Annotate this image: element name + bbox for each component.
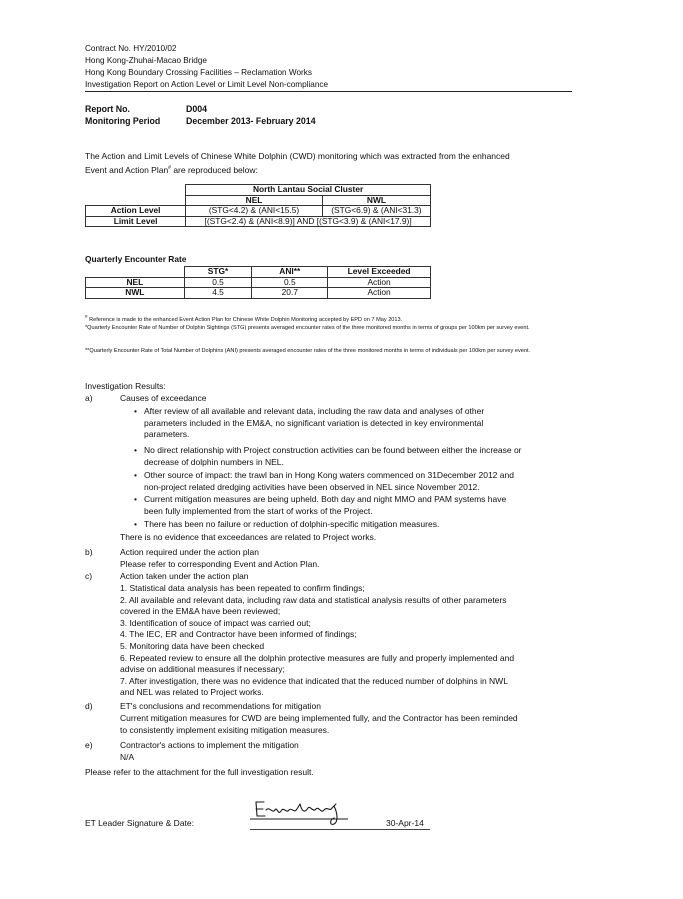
project-subtitle: Hong Kong Boundary Crossing Facilities – Reclamation Works [85,68,312,77]
bullet-text: No direct relationship with Project construction activities can be found between either the increase or [144,445,522,455]
c-line: 2. All available and relevant data, including raw data and statistical analysis results of other parameters [120,595,507,605]
table-row [86,277,431,288]
header-stg: STG* [184,267,252,278]
c-line: advise on additional measures if necessary; [120,664,285,674]
bullet-icon: • [134,470,137,480]
c-line: covered in the EM&A have been reviewed; [120,606,281,616]
bullet-text: Other source of impact: the trawl ban in Hong Kong waters commenced on 31December 2012 and [144,470,514,480]
item-c-title: Action taken under the action plan [120,571,249,581]
intro-line-2: Event and Action Plan# are reproduced below: [85,164,258,175]
encounter-title: Quarterly Encounter Rate [85,254,187,264]
bullet-text: parameters included in the EM&A, no significant variation is detected in key environmental [144,417,484,428]
item-e-text: N/A [120,752,135,762]
row-ani: 20.7 [252,288,328,299]
item-c-label: c) [85,571,93,581]
row-level: Action [328,288,431,299]
signature-date-underline [250,829,430,830]
bullet-text: non-project related dredging activities have been observed in NEL since November 2012. [144,481,480,492]
project-name: Hong Kong-Zhuhai-Macao Bridge [85,56,207,65]
bullet-text: Current mitigation measures are being upheld. Both day and night MMO and PAM systems have [144,494,507,504]
header-ani: ANI** [252,267,328,278]
signature-label: ET Leader Signature & Date: [85,818,194,828]
monitoring-period-label: Monitoring Period [85,116,161,126]
contract-number: Contract No. HY/2010/02 [85,44,177,53]
closing-note: Please refer to the attachment for the full investigation result. [85,767,314,777]
action-limit-table [85,184,431,227]
row-ani: 0.5 [252,277,328,288]
c-line: 6. Repeated review to ensure all the dolphin protective measures are fully and properly implemented and [120,653,515,663]
item-b-text: Please refer to corresponding Event and Action Plan. [120,559,320,569]
item-d-title: ET's conclusions and recommendations for mitigation [120,701,321,711]
item-b-title: Action required under the action plan [120,547,259,557]
report-no-value: D004 [186,104,208,114]
c-line: and NEL was related to Project works. [120,687,264,697]
investigation-title: Investigation Results: [85,381,166,391]
col-nwl: NWL [322,195,430,206]
signature-image [250,794,350,828]
c-line: 3. Identification of souce of impact was carried out; [120,618,311,628]
handwritten-signature-icon [250,794,350,828]
bullet-text: After review of all available and relevant data, including the raw data and analyses of other [144,406,485,416]
action-nwl-value: (STG<6.9) & (ANI<31.3) [322,206,430,217]
c-line: 7. After investigation, there was no evidence that indicated that the reduced number of dolphins in NWL [120,676,508,686]
report-title: Investigation Report on Action Level or Limit Level Non-compliance [85,80,329,89]
bullet-icon: • [134,494,137,504]
item-a-conclusion: There is no evidence that exceedances are related to Project works. [120,532,377,542]
item-e-title: Contractor's actions to implement the mitigation [120,740,299,750]
row-level: Action [328,277,431,288]
d-line: Current mitigation measures for CWD are being implemented fully, and the Contractor has been reminded [120,713,518,723]
item-a-title: Causes of exceedance [120,393,207,403]
row-stg: 0.5 [184,277,252,288]
bullet-text: parameters. [144,429,190,439]
item-b-label: b) [85,547,93,557]
item-a-label: a) [85,393,93,403]
row-stg: 4.5 [184,288,252,299]
footnote-hash: # Reference is made to the enhanced Event Action Plan for Chinese White Dolphin Monitoring accepted by EPD on 7 May 2013. [85,314,403,323]
cluster-header: North Lantau Social Cluster [186,185,431,196]
action-nel-value: (STG<4.2) & (ANI<15.5) [186,206,323,217]
monitoring-period-value: December 2013- February 2014 [186,116,316,126]
bullet-text: been fully implemented from the start of works of the Project. [144,505,373,516]
bullet-icon: • [134,406,137,416]
c-line: 5. Monitoring data have been checked [120,641,265,651]
bullet-text: There has been no failure or reduction of dolphin-specific mitigation measures. [144,519,440,529]
action-level-label: Action Level [86,206,186,217]
c-line: 4. The IEC, ER and Contractor have been informed of findings; [120,629,357,639]
bullet-icon: • [134,519,137,529]
row-area: NWL [86,288,185,299]
encounter-table [85,266,431,299]
c-line: 1. Statistical data analysis has been repeated to confirm findings; [120,583,365,593]
d-line: to consistently implement exisiting mitigation measures. [120,725,330,735]
bullet-icon: • [134,445,137,455]
limit-level-value: [(STG<2.4) & (ANI<8.9)] AND [(STG<3.9) & (ANI<17.9)] [186,216,431,227]
col-nel: NEL [186,195,323,206]
item-e-label: e) [85,740,93,750]
footnote-stg: *Quarterly Encounter Rate of Number of Dolphin Sightings (STG) presents averaged encounter rates of the three monitored months in terms of groups per 100km per survey event. [85,325,530,331]
item-d-label: d) [85,701,93,711]
signature-date: 30-Apr-14 [386,818,424,828]
footnote-ani: **Quarterly Encounter Rate of Total Number of Dolphins (ANI) presents averaged encounter rates of the three monitored months in terms of individuals per 100km per survey event. [85,348,531,354]
limit-level-label: Limit Level [86,216,186,227]
report-no-label: Report No. [85,104,130,114]
bullet-text: decrease of dolphin numbers in NEL. [144,456,284,467]
table-row [86,288,431,299]
intro-line-1: The Action and Limit Levels of Chinese White Dolphin (CWD) monitoring which was extracted from the enhanced [85,151,510,161]
header-rule [85,91,572,92]
header-level: Level Exceeded [328,267,431,278]
row-area: NEL [86,277,185,288]
